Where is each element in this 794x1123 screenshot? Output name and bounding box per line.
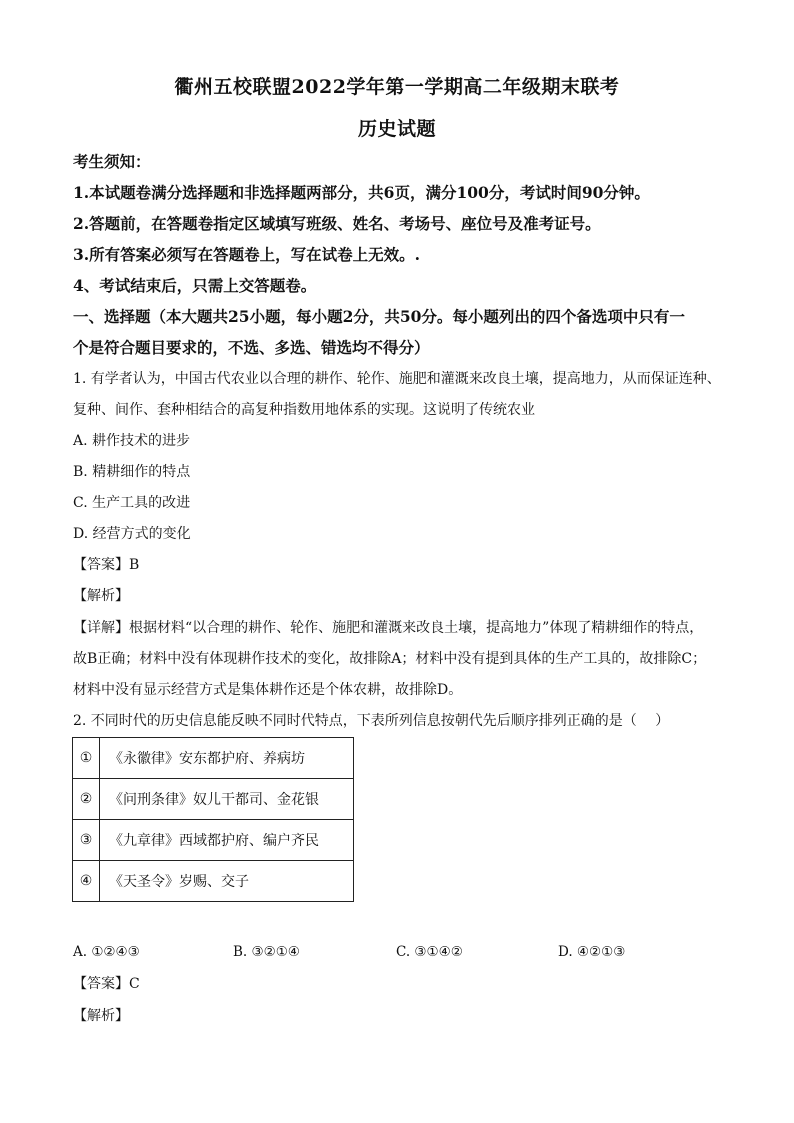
row-text: 《问刑条律》奴儿干都司、金花银 bbox=[100, 779, 354, 820]
answer-tag: 【答案】 bbox=[73, 557, 129, 573]
q1-stem: 1. 有学者认为，中国古代农业以合理的耕作、轮作、施肥和灌溉来改良土壤，提高地力，从而保证连种、 bbox=[73, 371, 721, 387]
q2-answer bbox=[73, 974, 743, 994]
answer-value: C bbox=[129, 976, 140, 992]
q2-stem: 2. 不同时代的历史信息能反映不同时代特点，下表所列信息按朝代先后顺序排列正确的是（ ） bbox=[73, 713, 670, 729]
q2-option-b: B. ③②①④ bbox=[233, 944, 300, 960]
q1-analysis-tag: 【解析】 bbox=[73, 588, 129, 604]
q2-option-a: A. ①②④③ bbox=[73, 944, 140, 960]
row-text: 《天圣令》岁赐、交子 bbox=[100, 861, 354, 902]
row-number: ① bbox=[73, 738, 100, 779]
q2-option-c: C. ③①④② bbox=[396, 944, 463, 960]
row-number: ④ bbox=[73, 861, 100, 902]
q1-stem-cont: 复种、间作、套种相结合的高复种指数用地体系的实现。这说明了传统农业 bbox=[73, 402, 535, 418]
table-row bbox=[73, 861, 354, 902]
row-text: 《九章律》西域都护府、编户齐民 bbox=[100, 820, 354, 861]
q1-answer bbox=[73, 555, 743, 575]
q2-analysis-tag: 【解析】 bbox=[73, 1008, 129, 1024]
q1-detail-cont: 故B正确；材料中没有体现耕作技术的变化，故排除A；材料中没有提到具体的生产工具的，故排除C； bbox=[73, 651, 707, 667]
detail-text: 根据材料“以合理的耕作、轮作、施肥和灌溉来改良土壤，提高地力”体现了精耕细作的特点， bbox=[129, 620, 704, 636]
q1-option-c: C. 生产工具的改进 bbox=[73, 495, 191, 511]
notice-item: 2.答题前，在答题卷指定区域填写班级、姓名、考场号、座位号及准考证号。 bbox=[73, 214, 601, 233]
q1-option-b: B. 精耕细作的特点 bbox=[73, 464, 191, 480]
notice-item: 1.本试题卷满分选择题和非选择题两部分，共6页，满分100分，考试时间90分钟。 bbox=[73, 183, 650, 202]
notice-item: 3.所有答案必须写在答题卷上，写在试卷上无效。. bbox=[73, 245, 421, 264]
table-row bbox=[73, 738, 354, 779]
notice-item: 4、考试结束后，只需上交答题卷。 bbox=[73, 276, 317, 295]
answer-value: B bbox=[129, 557, 140, 573]
exam-subtitle: 历史试题 bbox=[357, 118, 436, 140]
q1-detail-cont: 材料中没有显示经营方式是集体耕作还是个体农耕，故排除D。 bbox=[73, 682, 463, 698]
q2-options bbox=[73, 944, 743, 964]
section-heading-cont: 个是符合题目要求的，不选、多选、错选均不得分） bbox=[73, 338, 430, 357]
q2-option-d: D. ④②①③ bbox=[558, 944, 626, 960]
notice-heading: 考生须知： bbox=[73, 152, 151, 171]
q1-option-a: A. 耕作技术的进步 bbox=[73, 433, 191, 449]
table-row bbox=[73, 820, 354, 861]
row-text: 《永徽律》安东都护府、养病坊 bbox=[100, 738, 354, 779]
exam-title: 衢州五校联盟2022学年第一学期高二年级期末联考 bbox=[174, 76, 620, 98]
section-heading: 一、选择题（本大题共25小题，每小题2分，共50分。每小题列出的四个备选项中只有一 bbox=[73, 307, 685, 326]
q2-info-table bbox=[72, 737, 354, 902]
q1-option-d: D. 经营方式的变化 bbox=[73, 526, 191, 542]
q1-detail bbox=[73, 618, 743, 638]
row-number: ③ bbox=[73, 820, 100, 861]
answer-tag: 【答案】 bbox=[73, 976, 129, 992]
table-row bbox=[73, 779, 354, 820]
row-number: ② bbox=[73, 779, 100, 820]
detail-tag: 【详解】 bbox=[73, 620, 129, 636]
